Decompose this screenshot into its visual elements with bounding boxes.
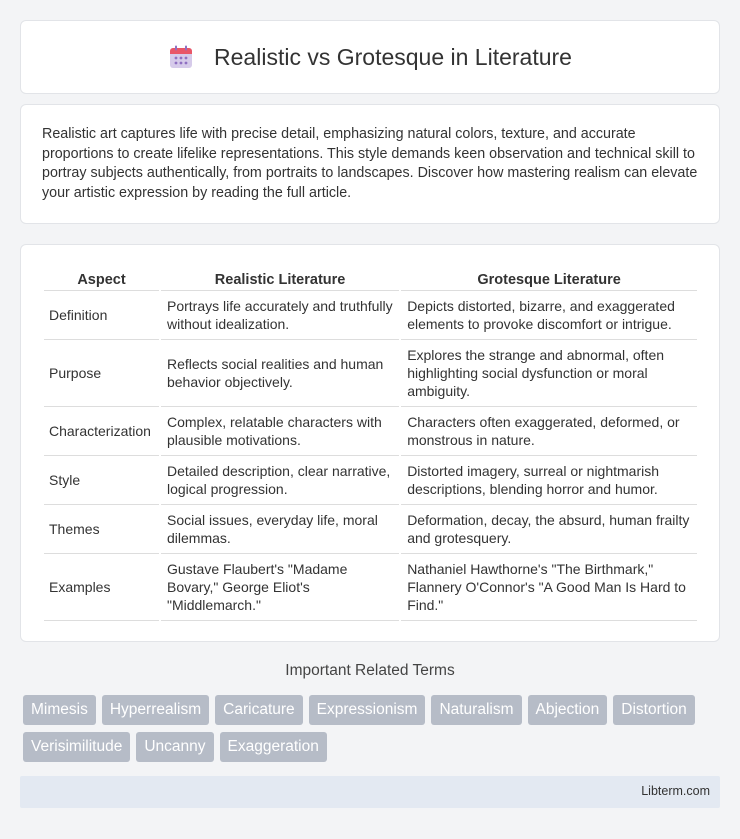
grotesque-cell: Distorted imagery, surreal or nightmarish descriptions, blending horror and humor. bbox=[401, 456, 697, 505]
term-tag-verisimilitude[interactable]: Verisimilitude bbox=[23, 732, 130, 762]
aspect-cell: Themes bbox=[44, 505, 159, 554]
table-row bbox=[44, 291, 697, 340]
realistic-cell: Complex, relatable characters with plausible motivations. bbox=[161, 407, 399, 456]
table-row bbox=[44, 505, 697, 554]
realistic-cell: Detailed description, clear narrative, logical progression. bbox=[161, 456, 399, 505]
term-tag-caricature[interactable]: Caricature bbox=[215, 695, 303, 725]
grotesque-cell: Characters often exaggerated, deformed, or monstrous in nature. bbox=[401, 407, 697, 456]
table-row bbox=[44, 554, 697, 621]
term-tag-uncanny[interactable]: Uncanny bbox=[136, 732, 213, 762]
grotesque-cell: Deformation, decay, the absurd, human frailty and grotesquery. bbox=[401, 505, 697, 554]
header-realistic: Realistic Literature bbox=[161, 265, 399, 291]
term-tag-mimesis[interactable]: Mimesis bbox=[23, 695, 96, 725]
footer-bar bbox=[20, 776, 720, 808]
realistic-cell: Reflects social realities and human behavior objectively. bbox=[161, 340, 399, 407]
header-card bbox=[20, 20, 720, 94]
grotesque-cell: Explores the strange and abnormal, often highlighting social dysfunction or moral ambiguity. bbox=[401, 340, 697, 407]
table-row bbox=[44, 456, 697, 505]
related-terms-list bbox=[23, 695, 723, 762]
term-tag-hyperrealism[interactable]: Hyperrealism bbox=[102, 695, 209, 725]
realistic-cell: Portrays life accurately and truthfully without idealization. bbox=[161, 291, 399, 340]
page-title: Realistic vs Grotesque in Literature bbox=[214, 43, 572, 70]
aspect-cell: Style bbox=[44, 456, 159, 505]
term-tag-distortion[interactable]: Distortion bbox=[613, 695, 694, 725]
realistic-cell: Social issues, everyday life, moral dilemmas. bbox=[161, 505, 399, 554]
intro-paragraph: Realistic art captures life with precise detail, emphasizing natural colors, texture, and accurate proportions to create lifelike representations. This style demands keen observation and technical skill to portray subjects authentically, from portraits to landscapes. Discover how mastering realism can elevate your artistic expression by reading the full article. bbox=[42, 126, 698, 201]
grotesque-cell: Nathaniel Hawthorne's "The Birthmark," Flannery O'Connor's "A Good Man Is Hard to Find." bbox=[401, 554, 697, 621]
aspect-cell: Characterization bbox=[44, 407, 159, 456]
term-tag-naturalism[interactable]: Naturalism bbox=[431, 695, 521, 725]
header-grotesque: Grotesque Literature bbox=[401, 265, 697, 291]
term-tag-expressionism[interactable]: Expressionism bbox=[309, 695, 426, 725]
term-tag-abjection[interactable]: Abjection bbox=[528, 695, 608, 725]
table-row bbox=[44, 340, 697, 407]
aspect-cell: Examples bbox=[44, 554, 159, 621]
table-row bbox=[44, 407, 697, 456]
calendar-icon bbox=[168, 44, 194, 70]
table-header-row bbox=[44, 265, 697, 291]
aspect-cell: Purpose bbox=[44, 340, 159, 407]
related-terms-title: Important Related Terms bbox=[285, 662, 455, 679]
comparison-table bbox=[42, 265, 699, 621]
intro-card bbox=[20, 104, 720, 224]
grotesque-cell: Depicts distorted, bizarre, and exaggerated elements to provoke discomfort or intrigue. bbox=[401, 291, 697, 340]
realistic-cell: Gustave Flaubert's "Madame Bovary," George Eliot's "Middlemarch." bbox=[161, 554, 399, 621]
term-tag-exaggeration[interactable]: Exaggeration bbox=[220, 732, 327, 762]
comparison-table-card bbox=[20, 244, 720, 642]
header-aspect: Aspect bbox=[44, 265, 159, 291]
footer-site-link[interactable]: Libterm.com bbox=[641, 784, 710, 798]
aspect-cell: Definition bbox=[44, 291, 159, 340]
